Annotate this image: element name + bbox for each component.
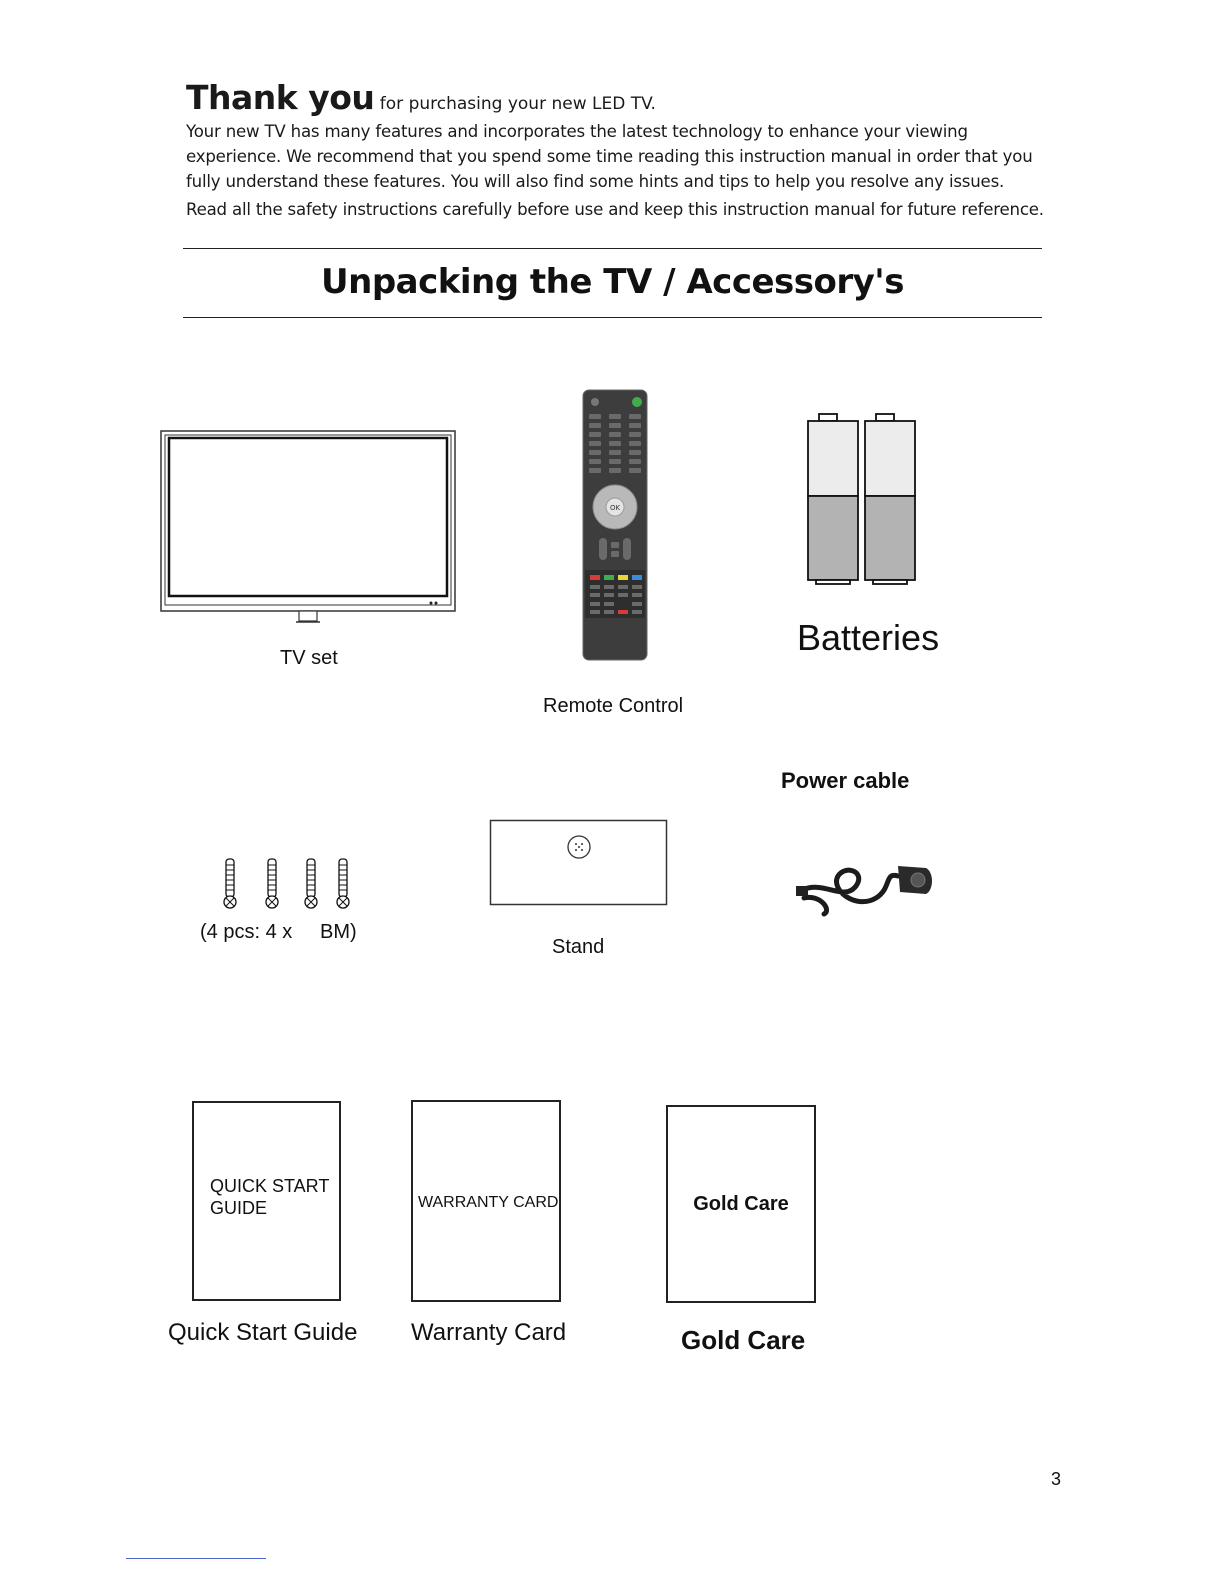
- warranty-caption: Warranty Card: [411, 1319, 567, 1346]
- remote-ok-label: OK: [609, 504, 621, 512]
- footer-link-underline: [126, 1558, 266, 1559]
- gold-care-caption: Gold Care: [681, 1325, 806, 1355]
- thank-you-heading: Thank you: [186, 78, 375, 117]
- tv-set-illustration: [158, 428, 460, 628]
- intro-line-2: experience. We recommend that you spend some time reading this instruction manual in order that you: [186, 147, 1033, 166]
- warranty-booklet-label: WARRANTY CARD: [418, 1194, 559, 1211]
- power-cable-illustration: [794, 850, 940, 922]
- intro-safety-line: Read all the safety instructions carefully before use and keep this instruction manual for future reference.: [186, 200, 1044, 219]
- page-number: 3: [1051, 1469, 1062, 1489]
- quick-start-booklet: [192, 1101, 341, 1301]
- screws-caption: (4 pcs: 4 x BM): [200, 921, 357, 943]
- section-title: Unpacking the TV / Accessory's: [321, 262, 904, 302]
- stand-illustration: [489, 819, 669, 907]
- intro-line-3: fully understand these features. You will also find some hints and tips to help you resolve any issues.: [186, 172, 1005, 191]
- remote-control-caption: Remote Control: [543, 695, 684, 717]
- section-bottom-rule: [183, 317, 1042, 318]
- screws-illustration: [214, 856, 360, 912]
- intro-line-1: Your new TV has many features and incorporates the latest technology to enhance your viewing: [186, 122, 968, 141]
- gold-care-booklet: [666, 1105, 816, 1303]
- warranty-card-booklet: [411, 1100, 561, 1302]
- quick-start-booklet-label: QUICK START GUIDE: [210, 1176, 330, 1218]
- thank-you-subline: for purchasing your new LED TV.: [374, 94, 656, 114]
- tv-set-caption: TV set: [280, 647, 338, 669]
- batteries-illustration: [800, 410, 924, 590]
- quick-start-caption: Quick Start Guide: [168, 1319, 358, 1346]
- power-cable-caption: Power cable: [781, 768, 910, 793]
- remote-control-illustration: [580, 388, 650, 664]
- intro-block: [186, 78, 1046, 222]
- stand-caption: Stand: [552, 936, 605, 958]
- batteries-caption: Batteries: [797, 617, 940, 658]
- gold-care-booklet-label: Gold Care: [693, 1193, 789, 1215]
- section-top-rule: [183, 248, 1042, 249]
